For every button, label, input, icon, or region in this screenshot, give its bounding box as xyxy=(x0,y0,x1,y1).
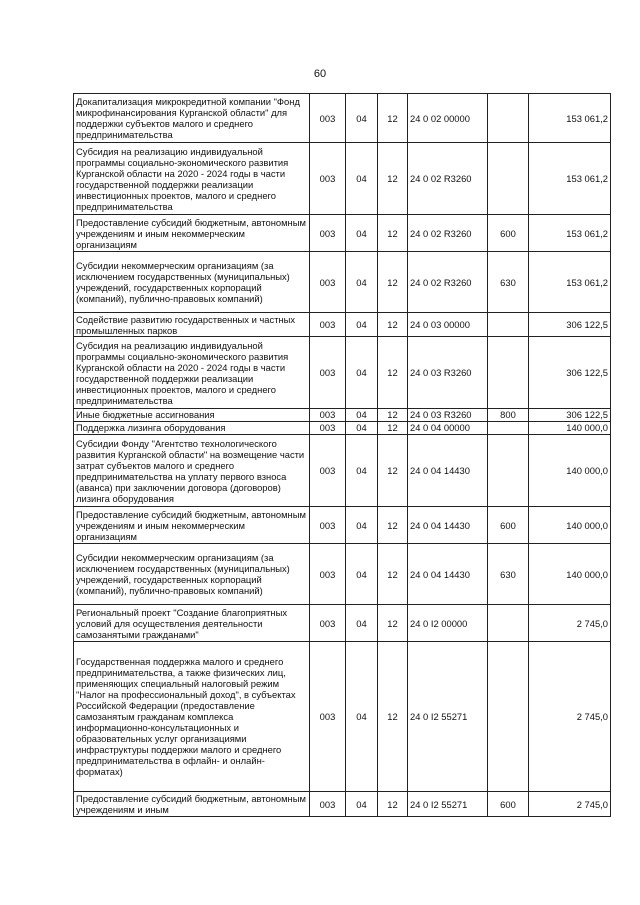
target-article-cell: 24 0 02 00000 xyxy=(408,94,488,143)
expense-type-cell: 630 xyxy=(488,544,529,605)
expense-type-cell: 800 xyxy=(488,409,529,422)
amount-cell: 140 000,0 xyxy=(529,544,611,605)
expense-type-cell xyxy=(488,143,529,215)
subsection-cell: 12 xyxy=(378,544,408,605)
amount-cell: 2 745,0 xyxy=(529,605,611,642)
table-row xyxy=(74,252,611,313)
section-cell: 04 xyxy=(346,313,378,337)
item-name-cell: Предоставление субсидий бюджетным, автономным учреждениям и иным некоммерческим организациям xyxy=(74,507,310,544)
subsection-cell: 12 xyxy=(378,252,408,313)
admin-code-cell: 003 xyxy=(310,642,346,792)
admin-code-cell: 003 xyxy=(310,215,346,252)
table-row xyxy=(74,422,611,435)
expense-type-cell xyxy=(488,642,529,792)
target-article-cell: 24 0 03 R3260 xyxy=(408,337,488,409)
table-row xyxy=(74,409,611,422)
table-row xyxy=(74,313,611,337)
expense-type-cell xyxy=(488,313,529,337)
amount-cell: 140 000,0 xyxy=(529,422,611,435)
budget-table xyxy=(73,93,611,817)
expense-type-cell: 630 xyxy=(488,252,529,313)
subsection-cell: 12 xyxy=(378,94,408,143)
table-body xyxy=(74,94,611,817)
target-article-cell: 24 0 04 14430 xyxy=(408,544,488,605)
admin-code-cell: 003 xyxy=(310,313,346,337)
target-article-cell: 24 0 I2 55271 xyxy=(408,642,488,792)
section-cell: 04 xyxy=(346,215,378,252)
item-name-cell: Субсидии некоммерческим организациям (за исключением государственных (муниципальных) учреждений, государственных корпораций (компаний), публично-правовых компаний) xyxy=(74,544,310,605)
table-row xyxy=(74,435,611,507)
table-row xyxy=(74,94,611,143)
subsection-cell: 12 xyxy=(378,792,408,817)
target-article-cell: 24 0 03 R3260 xyxy=(408,409,488,422)
amount-cell: 306 122,5 xyxy=(529,409,611,422)
admin-code-cell: 003 xyxy=(310,792,346,817)
expense-type-cell xyxy=(488,422,529,435)
amount-cell: 140 000,0 xyxy=(529,435,611,507)
subsection-cell: 12 xyxy=(378,143,408,215)
subsection-cell: 12 xyxy=(378,435,408,507)
section-cell: 04 xyxy=(346,435,378,507)
item-name-cell: Предоставление субсидий бюджетным, автономным учреждениям и иным xyxy=(74,792,310,817)
expense-type-cell: 600 xyxy=(488,792,529,817)
admin-code-cell: 003 xyxy=(310,337,346,409)
section-cell: 04 xyxy=(346,642,378,792)
item-name-cell: Государственная поддержка малого и среднего предпринимательства, а также физических лиц, применяющих специальный налоговый режим "Налог на профессиональный доход", в субъектах Российской Федерации (предоставление самозанятым гражданам комплекса информационно-консультационных и образовательных услуг организациями инфраструктуры поддержки малого и среднего предпринимательства в офлайн- и онлайн-форматах) xyxy=(74,642,310,792)
subsection-cell: 12 xyxy=(378,605,408,642)
amount-cell: 306 122,5 xyxy=(529,337,611,409)
item-name-cell: Субсидия на реализацию индивидуальной программы социально-экономического развития Курганской области на 2020 - 2024 годы в части государственной поддержки реализации инвестиционных проектов, малого и среднего предпринимательства xyxy=(74,143,310,215)
amount-cell: 306 122,5 xyxy=(529,313,611,337)
item-name-cell: Субсидия на реализацию индивидуальной программы социально-экономического развития Курганской области на 2020 - 2024 годы в части государственной поддержки реализации инвестиционных проектов, малого и среднего предпринимательства xyxy=(74,337,310,409)
target-article-cell: 24 0 02 R3260 xyxy=(408,252,488,313)
target-article-cell: 24 0 I2 55271 xyxy=(408,792,488,817)
amount-cell: 153 061,2 xyxy=(529,252,611,313)
subsection-cell: 12 xyxy=(378,642,408,792)
admin-code-cell: 003 xyxy=(310,544,346,605)
amount-cell: 153 061,2 xyxy=(529,215,611,252)
item-name-cell: Иные бюджетные ассигнования xyxy=(74,409,310,422)
table-row xyxy=(74,507,611,544)
section-cell: 04 xyxy=(346,409,378,422)
subsection-cell: 12 xyxy=(378,313,408,337)
subsection-cell: 12 xyxy=(378,337,408,409)
section-cell: 04 xyxy=(346,337,378,409)
item-name-cell: Поддержка лизинга оборудования xyxy=(74,422,310,435)
subsection-cell: 12 xyxy=(378,409,408,422)
expense-type-cell xyxy=(488,435,529,507)
expense-type-cell xyxy=(488,605,529,642)
section-cell: 04 xyxy=(346,94,378,143)
section-cell: 04 xyxy=(346,422,378,435)
item-name-cell: Предоставление субсидий бюджетным, автономным учреждениям и иным некоммерческим организациям xyxy=(74,215,310,252)
table-row xyxy=(74,544,611,605)
table-row xyxy=(74,792,611,817)
expense-type-cell xyxy=(488,94,529,143)
admin-code-cell: 003 xyxy=(310,507,346,544)
amount-cell: 2 745,0 xyxy=(529,642,611,792)
item-name-cell: Докапитализация микрокредитной компании "Фонд микрофинансирования Курганской области" для поддержки субъектов малого и среднего предпринимательства xyxy=(74,94,310,143)
target-article-cell: 24 0 04 14430 xyxy=(408,435,488,507)
table-row xyxy=(74,143,611,215)
item-name-cell: Содействие развитию государственных и частных промышленных парков xyxy=(74,313,310,337)
subsection-cell: 12 xyxy=(378,422,408,435)
subsection-cell: 12 xyxy=(378,507,408,544)
subsection-cell: 12 xyxy=(378,215,408,252)
target-article-cell: 24 0 04 14430 xyxy=(408,507,488,544)
admin-code-cell: 003 xyxy=(310,409,346,422)
admin-code-cell: 003 xyxy=(310,143,346,215)
target-article-cell: 24 0 03 00000 xyxy=(408,313,488,337)
table-row xyxy=(74,337,611,409)
section-cell: 04 xyxy=(346,792,378,817)
admin-code-cell: 003 xyxy=(310,422,346,435)
section-cell: 04 xyxy=(346,605,378,642)
table-row xyxy=(74,642,611,792)
section-cell: 04 xyxy=(346,252,378,313)
target-article-cell: 24 0 02 R3260 xyxy=(408,215,488,252)
item-name-cell: Субсидии некоммерческим организациям (за исключением государственных (муниципальных) учреждений, государственных корпораций (компаний), публично-правовых компаний) xyxy=(74,252,310,313)
expense-type-cell xyxy=(488,337,529,409)
expense-type-cell: 600 xyxy=(488,507,529,544)
expense-type-cell: 600 xyxy=(488,215,529,252)
target-article-cell: 24 0 04 00000 xyxy=(408,422,488,435)
admin-code-cell: 003 xyxy=(310,94,346,143)
table-row xyxy=(74,605,611,642)
section-cell: 04 xyxy=(346,544,378,605)
amount-cell: 153 061,2 xyxy=(529,94,611,143)
page-number: 60 xyxy=(313,68,327,80)
admin-code-cell: 003 xyxy=(310,605,346,642)
admin-code-cell: 003 xyxy=(310,435,346,507)
target-article-cell: 24 0 I2 00000 xyxy=(408,605,488,642)
target-article-cell: 24 0 02 R3260 xyxy=(408,143,488,215)
item-name-cell: Субсидии Фонду "Агентство технологического развития Курганской области" на возмещение части затрат субъектов малого и среднего предпринимательства на уплату первого взноса (аванса) при заключении договора (договоров) лизинга оборудования xyxy=(74,435,310,507)
admin-code-cell: 003 xyxy=(310,252,346,313)
amount-cell: 2 745,0 xyxy=(529,792,611,817)
section-cell: 04 xyxy=(346,143,378,215)
table-row xyxy=(74,215,611,252)
amount-cell: 153 061,2 xyxy=(529,143,611,215)
section-cell: 04 xyxy=(346,507,378,544)
amount-cell: 140 000,0 xyxy=(529,507,611,544)
item-name-cell: Региональный проект "Создание благоприятных условий для осуществления деятельности самозанятыми гражданами" xyxy=(74,605,310,642)
